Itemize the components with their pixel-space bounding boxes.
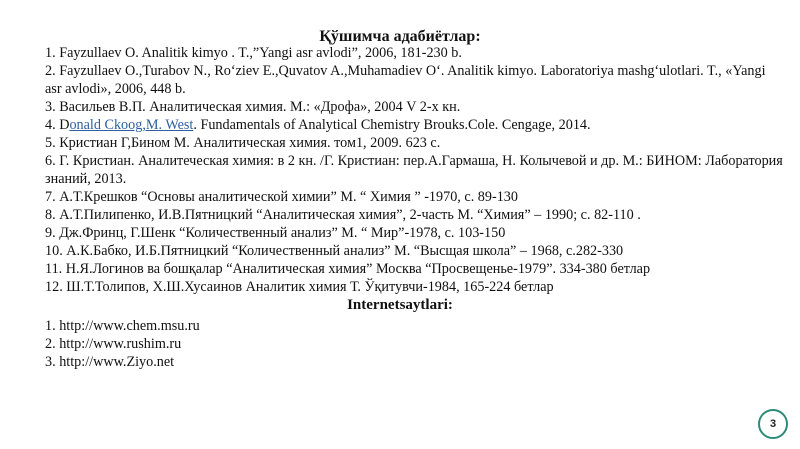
website-item: 2. http://www.rushim.ru xyxy=(45,336,182,352)
website-list xyxy=(45,317,785,371)
reference-text: 10. А.К.Бабко, И.Б.Пятницкий “Количественный анализ” М. “Высщая школа” – 1968, с.282-330 xyxy=(45,243,624,259)
reference-text: 4. D xyxy=(45,117,70,133)
reference-item xyxy=(45,260,785,278)
reference-text: 9. Дж.Фринц, Г.Шенк “Количественный анализ” М. “ Мир”-1978, с. 103-150 xyxy=(45,225,506,241)
reference-item xyxy=(45,62,785,98)
reference-text: 2. Fayzullaev O.,Turabov N., Ro‘ziev E.,Quvatov A.,Muhamadiev O‘. Analitik kimyo. Laboratoriya mashg‘ulotlari. T., «Yangi asr avlodi», 2006, 448 b. xyxy=(45,63,766,97)
author-link[interactable]: onald Ckoog,M. West xyxy=(69,117,194,133)
reference-item xyxy=(45,134,785,152)
reference-item xyxy=(45,224,785,242)
page-number-badge: 3 xyxy=(758,409,788,439)
reference-item xyxy=(45,206,785,224)
internet-sites-heading: Internetsaytlari: xyxy=(347,297,453,313)
website-item: 1. http://www.chem.msu.ru xyxy=(45,318,200,334)
reference-text: 8. А.Т.Пилипенко, И.В.Пятницкий “Аналитическая химия”, 2-часть М. “Химия” – 1990; с. 82-110 . xyxy=(45,207,641,223)
reference-item xyxy=(45,44,785,62)
reference-item xyxy=(45,116,785,134)
reference-text: 11. Н.Я.Логинов ва бошқалар “Аналитическая химия” Москва “Просвещенье-1979”. 334-380 бетлар xyxy=(45,261,651,277)
reference-text-tail: . Fundamentals of Analytical Chemistry Brouks.Cole. Cengage, 2014. xyxy=(193,117,591,133)
reference-text: 1. Fayzullaev O. Analitik kimyo . T.,”Yangi asr avlodi”, 2006, 181-230 b. xyxy=(45,45,462,61)
reference-item xyxy=(45,152,785,188)
page-title: Қўшимча адабиётлар: xyxy=(319,28,481,45)
reference-item xyxy=(45,188,785,206)
reference-text: 7. А.Т.Крешков “Основы аналитической химии” М. “ Химия ” -1970, с. 89-130 xyxy=(45,189,518,205)
reference-text: 12. Ш.Т.Толипов, Х.Ш.Хусаинов Аналитик химия Т. Ўқитувчи-1984, 165-224 бетлар xyxy=(45,279,554,295)
reference-item xyxy=(45,242,785,260)
reference-text: 6. Г. Кристиан. Аналитеческая химия: в 2 кн. /Г. Кристиан: пер.А.Гармаша, Н. Колычевой и др. М.: БИНОМ: Лаборатория знаний, 2013. xyxy=(45,153,783,187)
website-item: 3. http://www.Ziyo.net xyxy=(45,354,175,370)
reference-list xyxy=(45,44,785,371)
reference-text: 3. Васильев В.П. Аналитическая химия. М.: «Дрофа», 2004 V 2-х кн. xyxy=(45,99,461,115)
reference-text: 5. Кристиан Г,Бином М. Аналитическая химия. том1, 2009. 623 с. xyxy=(45,135,441,151)
reference-item xyxy=(45,278,785,296)
reference-item xyxy=(45,98,785,116)
